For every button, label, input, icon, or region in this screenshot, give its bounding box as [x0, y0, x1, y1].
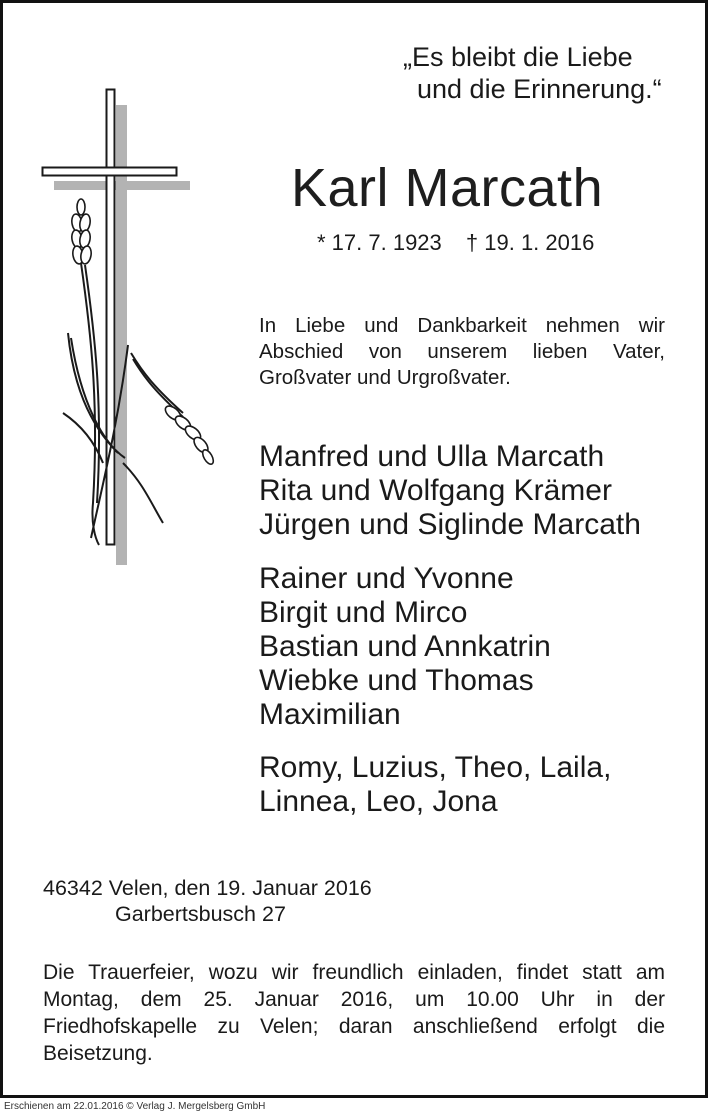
- street-address: Garbertsbusch 27: [115, 902, 286, 926]
- mourner-name: Maximilian: [259, 698, 401, 731]
- mourner-name: Birgit und Mirco: [259, 596, 468, 629]
- quote-line-2: und die Erinnerung.“: [417, 74, 662, 104]
- birth-date: * 17. 7. 1923: [317, 230, 442, 255]
- death-date: † 19. 1. 2016: [465, 230, 595, 255]
- mourner-name: Manfred und Ulla Marcath: [259, 440, 605, 473]
- grandchildren-list: [259, 562, 699, 732]
- mourner-name: Wiebke und Thomas: [259, 664, 534, 697]
- mourner-name: Jürgen und Siglinde Marcath: [259, 508, 641, 541]
- mourner-name: Linnea, Leo, Jona: [259, 785, 498, 818]
- mourner-name: Romy, Luzius, Theo, Laila,: [259, 751, 612, 784]
- mourner-name: Rita und Wolfgang Krämer: [259, 474, 612, 507]
- cross-with-wheat-icon: [33, 83, 223, 583]
- children-list: [259, 440, 699, 542]
- quote-line-1: „Es bleibt die Liebe: [403, 42, 633, 72]
- funeral-service-text: Die Trauerfeier, wozu wir freundlich einladen, findet statt am Montag, dem 25. Januar 2016, um 10.00 Uhr in der Friedhofskapelle zu Velen; daran anschließend erfolgt die Beisetzung.: [43, 961, 665, 1065]
- place-and-date: 46342 Velen, den 19. Januar 2016: [43, 876, 372, 900]
- memorial-quote: [403, 41, 693, 105]
- publication-footer: Erschienen am 22.01.2016 © Verlag J. Mergelsberg GmbH: [4, 1101, 266, 1112]
- farewell-text: In Liebe und Dankbarkeit nehmen wir Abschied von unserem lieben Vater, Großvater und Urgroßvater.: [259, 314, 665, 389]
- mourner-name: Bastian und Annkatrin: [259, 630, 551, 663]
- life-dates: [317, 229, 677, 257]
- deceased-name: Karl Marcath: [291, 158, 604, 218]
- great-grandchildren-list: [259, 751, 699, 819]
- mourner-name: Rainer und Yvonne: [259, 562, 514, 595]
